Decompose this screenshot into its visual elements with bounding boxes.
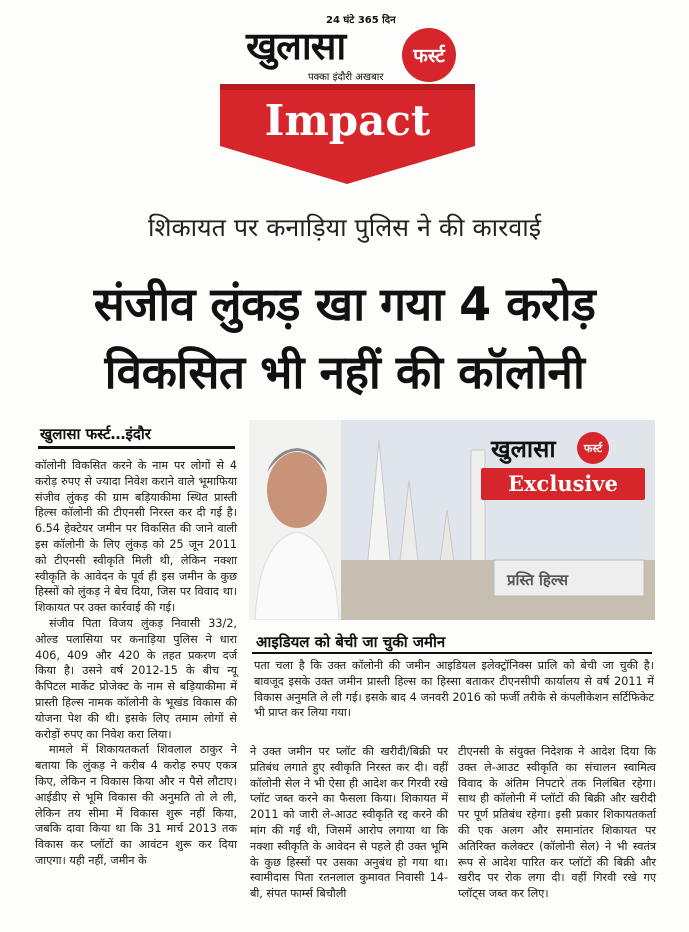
- badge-exclusive-label: Exclusive: [481, 468, 645, 500]
- article-block-wide: [254, 658, 654, 721]
- paragraph: टीएनसी के संयुक्त निदेशक ने आदेश दिया कि उक्त ले-आउट स्वीकृति का संचालन स्वामित्व विवाद के अंतिम निपटारे तक निलंबित रहेगा। साथ ही कॉलोनी में प्लॉटों की बिक्री और खरीदी पर पूर्ण प्रतिबंध रहेगा। इसी प्रकार शिकायतकर्ता की एक अलग और समानांतर शिकायत पर अतिरिक्त कलेक्टर (कॉलोनी सेल) ने भी स्वतंत्र रूप से आदेश पारित कर प्लॉटों की बिक्री और खरीद पर रोक लगा दी। वहीं गिरवी रखे गए प्लॉट्स जब्त कर लिए।: [458, 745, 656, 901]
- masthead-subtitle: पक्का इंदौरी अखबार: [308, 72, 384, 83]
- badge-accent-text: फर्स्ट: [583, 441, 603, 455]
- badge-logo-accent: [577, 432, 609, 464]
- masthead-tagline: 24 घंटे 365 दिन: [326, 15, 396, 26]
- headline-line-1: संजीव लुंकड़ खा गया 4 करोड़: [93, 277, 596, 331]
- article-column-1: [35, 458, 237, 869]
- byline: खुलासा फर्स्ट…इंदौर: [40, 425, 151, 443]
- article-photo: [249, 420, 655, 620]
- headline-kicker: शिकायत पर कनाड़िया पुलिस ने की कारवाई: [147, 213, 541, 242]
- portrait-face: [267, 452, 327, 528]
- sub-heading-rule: [252, 652, 652, 654]
- logo-accent-text: फर्स्ट: [413, 45, 445, 67]
- sub-heading: आइडियल को बेची जा चुकी जमीन: [256, 633, 446, 651]
- badge-logo: खुलासा: [491, 435, 556, 463]
- headline-line-2: विकसित भी नहीं की कॉलोनी: [104, 345, 585, 399]
- paragraph: पता चला है कि उक्त कॉलोनी की जमीन आइडियल इलेक्ट्रॉनिक्स प्रालि को बेची जा चुकी है। बावजूद इसके उक्त जमीन प्रास्ती हिल्स का हिस्सा बताकर टीएनसीपी कार्यालय से वर्ष 2011 में विकास अनुमति ले ली गई। इसके बाद 4 जनवरी 2016 को फर्जी तरीके से कंपलीकेशन सर्टिफिकेट भी प्राप्त कर लिया गया।: [254, 659, 654, 720]
- colony-sign-text: प्रस्ति हिल्स: [507, 571, 568, 589]
- paragraph: ने उक्त जमीन पर प्लॉट की खरीदी/बिक्री पर प्रतिबंध लगाते हुए स्वीकृति निरस्त कर दी। वहीं कॉलोनी सेल ने भी ऐसा ही आदेश कर गिरवी रखे प्लॉट जब्त करने का फैसला किया। शिकायत में 2011 को जारी ले-आउट स्वीकृति रद्द करने की मांग की गई थी, जिसमें आरोप लगाया था कि नक्शा स्वीकृति के आवेदन से पहले ही उक्त भूमि के कुछ हिस्सों पर उसका अनुबंध हो गया था। स्वामीदास पिता रतनलाल कुमावत निवासी 14-बी, संपत फार्म्स बिचौली: [250, 745, 448, 901]
- paragraph: मामले में शिकायतकर्ता शिवलाल ठाकुर ने बताया कि लुंकड़ ने करीब 4 करोड़ रुपए एकत्र किए, लेकिन न विकास किया और न पैसे लौटाए। आईडीए से भूमि विकास की अनुमति तो ले ली, लेकिन तय सीमा में विकास शुरू नहीं किया, जबकि दावा किया था कि 31 मार्च 2013 तक विकास कर प्लॉटों का आवंटन शुरू कर दिया जाएगा। यही नहीं, जमीन के: [35, 743, 237, 867]
- impact-banner-label: Impact: [264, 96, 431, 145]
- article-column-3: [458, 744, 656, 902]
- logo-accent-circle: [402, 28, 456, 82]
- byline-rule: [38, 446, 235, 449]
- exclusive-badge: [481, 430, 645, 506]
- paragraph: संजीव पिता विजय लुंकड़ निवासी 33/2, ओल्ड पलासिया पर कनाड़िया पुलिस ने धारा 406, 409 और 420 के तहत प्रकरण दर्ज किया है। उसने वर्ष 2012-15 के बीच न्यू कैपिटल मार्केट प्रोजेक्ट के नाम से बड़ियाकीमा में प्रास्ती हिल्स नामक कॉलोनी के भूखंड विकास की योजना पेश की थी। इसके लिए तमाम लोगों से करोड़ों रुपए का निवेश करा लिया।: [35, 616, 237, 741]
- article-column-2: [250, 744, 448, 902]
- newspaper-logo: खुलासा: [246, 24, 346, 68]
- paragraph: कॉलोनी विकसित करने के नाम पर लोगों से 4 करोड़ रुपए से ज्यादा निवेश कराने वाले भूमाफिया संजीव लुंकड़ की ग्राम बड़ियाकीमा स्थित प्रास्ती हिल्स कॉलोनी की टीएनसी निरस्त कर दी गई है। 6.54 हेक्टेयर जमीन पर विकसित की जाने वाली इस कॉलोनी के लिए लुंकड़ को 25 जून 2011 को टीएनसी स्वीकृति मिली थी, लेकिन नक्शा स्वीकृति के आवेदन के पूर्व ही इस जमीन के कुछ हिस्सों को लुंकड़ ने बेच दिया, जिस पर विवाद था। शिकायत पर उक्त कार्रवाई की गई।: [35, 459, 237, 615]
